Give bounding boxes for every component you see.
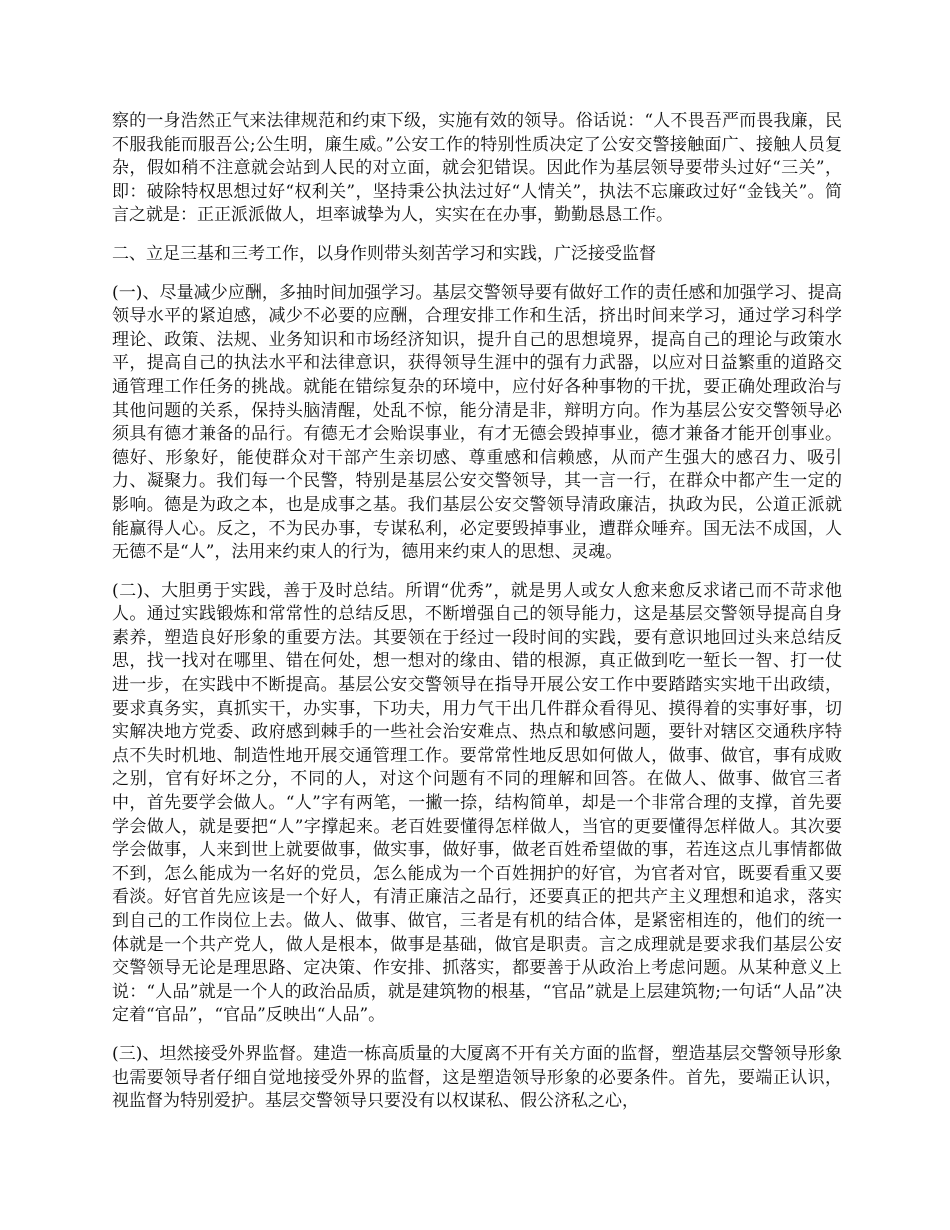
paragraph-study: (一)、尽量减少应酬，多抽时间加强学习。基层交警领导要有做好工作的责任感和加强学习、提高领导水平的紧迫感，减少不必要的应酬，合理安排工作和生活，挤出时间来学习，通过学习科学理论、政策、法规、业务知识和市场经济知识，提升自己的思想境界，提高自己的理论与政策水平，提高自己的执法水平和法律意识，获得领导生涯中的强有力武器，以应对日益繁重的道路交通管理工作任务的挑战。就能在错综复杂的环境中，应付好各种事物的干扰，要正确处理政治与其他问题的关系，保持头脑清醒，处乱不惊，能分清是非，辩明方向。作为基层公安交警领导必须具有德才兼备的品行。有德无才会贻误事业，有才无德会毁掉事业，德才兼备才能开创事业。德好、形象好，能使群众对干部产生亲切感、尊重感和信赖感，从而产生强大的感召力、吸引力、凝聚力。我们每一个民警，特别是基层公安交警领导，其一言一行，在群众中都产生一定的影响。德是为政之本，也是成事之基。我们基层公安交警领导清政廉洁，执政为民，公道正派就能赢得人心。反之，不为民办事，专谋私利，必定要毁掉事业，遭群众唾弃。国无法不成国，人无德不是“人”，法用来约束人的行为，德用来约束人的思想、灵魂。 [112, 282, 842, 563]
paragraph-practice: (二)、大胆勇于实践，善于及时总结。所谓“优秀”，就是男人或女人愈来愈反求诸己而不苛求他人。通过实践锻炼和常常性的总结反思，不断增强自己的领导能力，这是基层交警领导提高自身素养，塑造良好形象的重要方法。其要领在于经过一段时间的实践，要有意识地回过头来总结反思，找一找对在哪里、错在何处，想一想对的缘由、错的根源，真正做到吃一堑长一智、打一仗进一步，在实践中不断提高。基层公安交警领导在指导开展公安工作中要踏踏实实地干出政绩，要求真务实，真抓实干，办实事，下功夫，用力气干出几件群众看得见、摸得着的实事好事，切实解决地方党委、政府感到棘手的一些社会治安难点、热点和敏感问题，要针对辖区交通秩序特点不失时机地、制造性地开展交通管理工作。要常常性地反思如何做人，做事、做官，事有成败之别，官有好坏之分，不同的人，对这个问题有不同的理解和回答。在做人、做事、做官三者中，首先要学会做人。“人”字有两笔，一撇一捺，结构简单，却是一个非常合理的支撑，首先要学会做人，就是要把“人”字撑起来。老百姓要懂得怎样做人，当官的更要懂得怎样做人。其次要学会做事，人来到世上就要做事，做实事，做好事，做老百姓希望做的事，若连这点儿事情都做不到，怎么能成为一名好的党员，怎么能成为一个百姓拥护的好官，为官者对官，既要看重又要看淡。好官首先应该是一个好人，有清正廉洁之品行，还要真正的把共产主义理想和追求，落实到自己的工作岗位上去。做人、做事、做官，三者是有机的结合体，是紧密相连的，他们的统一体就是一个共产党人，做人是根本，做事是基础，做官是职责。言之成理就是要求我们基层公安交警领导无论是理思路、定决策、作安排、抓落实，都要善于从政治上考虑问题。从某种意义上说：“人品”就是一个人的政治品质，就是建筑物的根基，“官品”就是上层建筑物;一句话“人品”决定着“官品”，“官品”反映出“人品”。 [112, 580, 842, 1026]
section-heading: 二、立足三基和三考工作，以身作则带头刻苦学习和实践，广泛接受监督 [112, 243, 656, 264]
paragraph-intro: 察的一身浩然正气来法律规范和约束下级，实施有效的领导。俗话说：“人不畏吾严而畏我廉，民不服我能而服吾公;公生明，廉生威。”公安工作的特别性质决定了公安交警接触面广、接触人员复杂，假如稍不注意就会站到人民的对立面，就会犯错误。因此作为基层领导要带头过好“三关”，即：破除特权思想过好“权利关”，坚持秉公执法过好“人情关”，执法不忘廉政过好“金钱关”。简言之就是：正正派派做人，坦率诚挚为人，实实在在办事，勤勤恳恳工作。 [112, 111, 842, 226]
document-page [112, 110, 842, 1129]
paragraph-supervision: (三)、坦然接受外界监督。建造一栋高质量的大厦离不开有关方面的监督，塑造基层交警领导形象也需要领导者仔细自觉地接受外界的监督，这是塑造领导形象的必要条件。首先，要端正认识，视监督为特别爱护。基层交警领导只要没有以权谋私、假公济私之心， [112, 1043, 842, 1112]
